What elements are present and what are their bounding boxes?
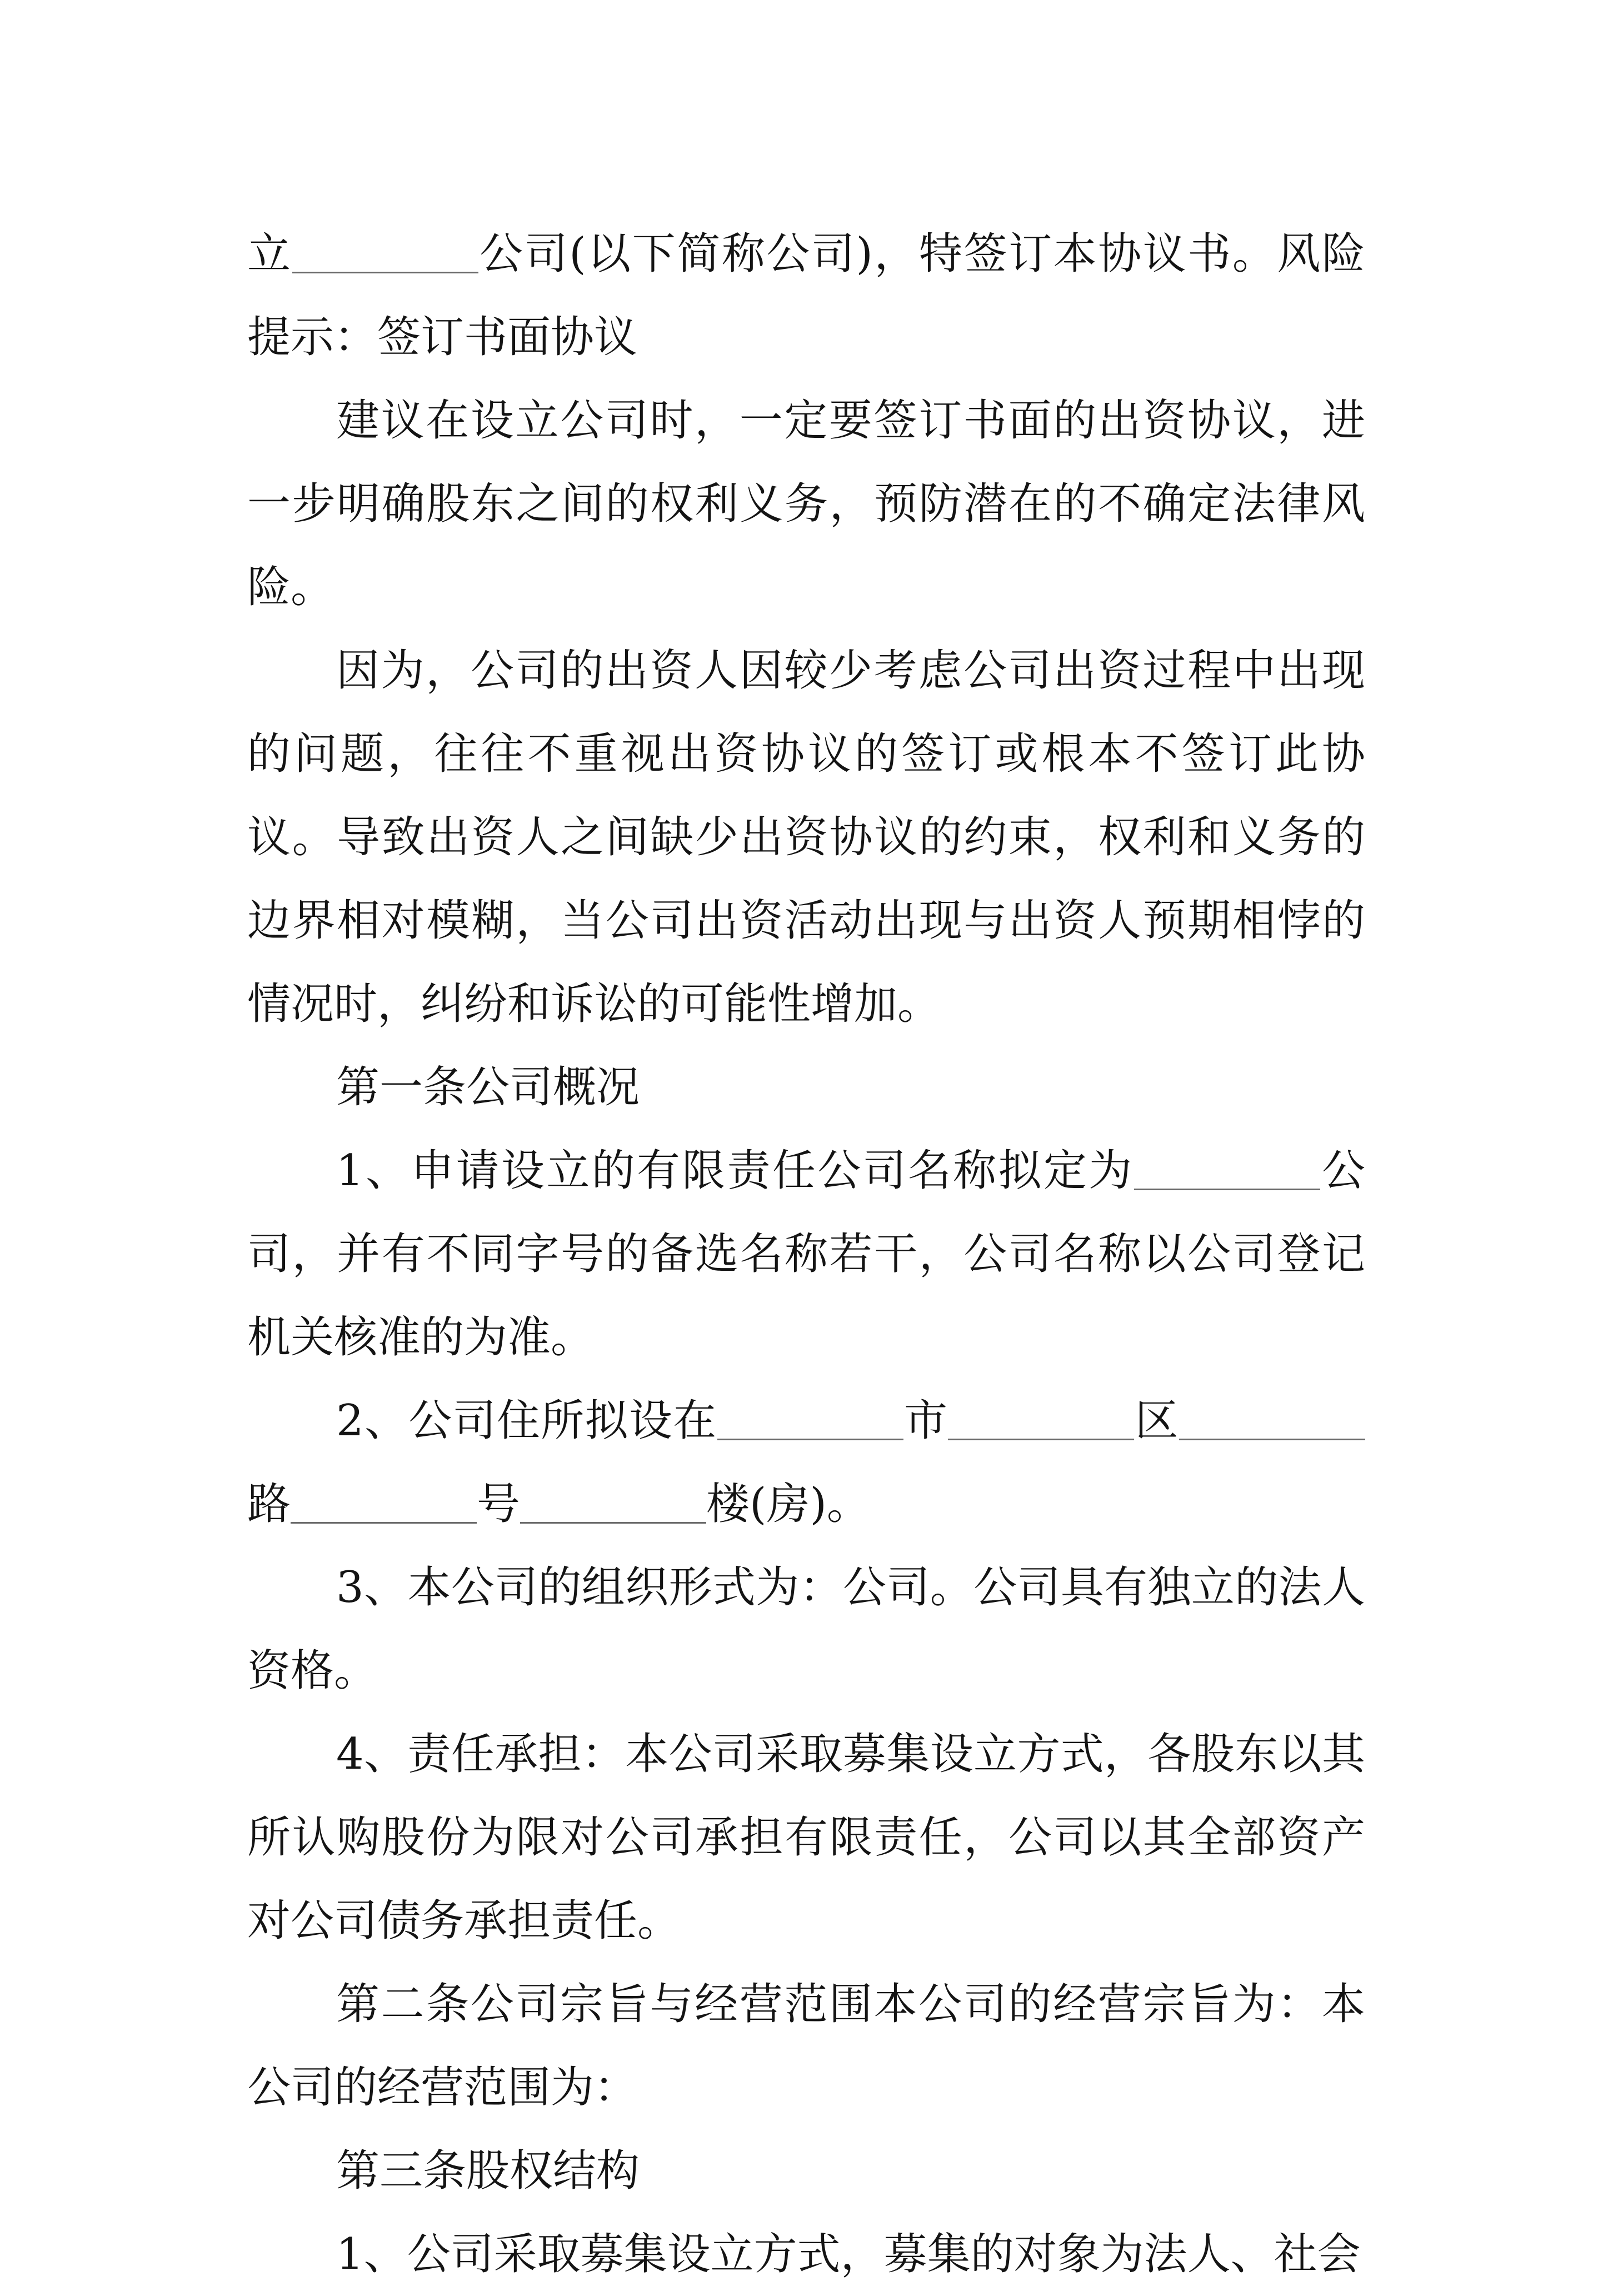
paragraph-company-name [247,1129,1365,1379]
blank-floor [520,1480,706,1524]
paragraph-equity-structure: 1、公司采取募集设立方式，募集的对象为法人、社会 [336,2229,1361,2279]
blank-company-name [292,230,478,273]
text-road: 路 [247,1479,291,1529]
text-establish-prefix: 立 [247,229,292,279]
heading-article-three: 第三条股权结构 [336,2146,640,2196]
text-name-suffix: 公司，并有不同字号的备选名称若干，公司名称以公司登记机关核准的为准。 [247,1146,1365,1362]
text-establish-suffix: 公司(以下简称公司)，特签订本协议书。风险提示：签订书面协议 [247,229,1365,362]
text-district: 区 [1134,1396,1179,1446]
paragraph-reason: 因为，公司的出资人因较少考虑公司出资过程中出现的问题，往往不重视出资协议的签订或根本不签订此协议。导致出资人之间缺少出资协议的约束，权利和义务的边界相对模糊，当公司出资活动出现与出资人预期相悖的情况时，纠纷和诉讼的可能性增加。 [247,646,1365,1029]
blank-proposed-name [1134,1147,1320,1190]
text-floor: 楼(房)。 [706,1479,870,1529]
paragraph-company-establishment [247,212,1365,379]
blank-number [291,1480,477,1524]
paragraph-company-address [247,1379,1365,1546]
text-address-prefix: 2、公司住所拟设在 [336,1396,717,1446]
paragraph-suggestion: 建议在设立公司时，一定要签订书面的出资协议，进一步明确股东之间的权利义务，预防潜在的不确定法律风险。 [247,396,1365,612]
text-city: 市 [903,1396,948,1446]
blank-road [1179,1397,1365,1440]
blank-district [948,1397,1134,1440]
paragraph-organization-form: 3、本公司的组织形式为：公司。公司具有独立的法人资格。 [247,1563,1365,1696]
document-page [247,212,1365,2296]
heading-article-one: 第一条公司概况 [336,1062,640,1112]
text-number: 号 [477,1479,521,1529]
blank-city [717,1397,903,1440]
text-name-prefix: 1、申请设立的有限责任公司名称拟定为 [336,1146,1134,1196]
paragraph-liability: 4、责任承担：本公司采取募集设立方式，各股东以其所认购股份为限对公司承担有限责任，公司以其全部资产对公司债务承担责任。 [247,1729,1365,1946]
heading-article-two: 第二条公司宗旨与经营范围本公司的经营宗旨为：本公司的经营范围为： [247,1979,1365,2113]
